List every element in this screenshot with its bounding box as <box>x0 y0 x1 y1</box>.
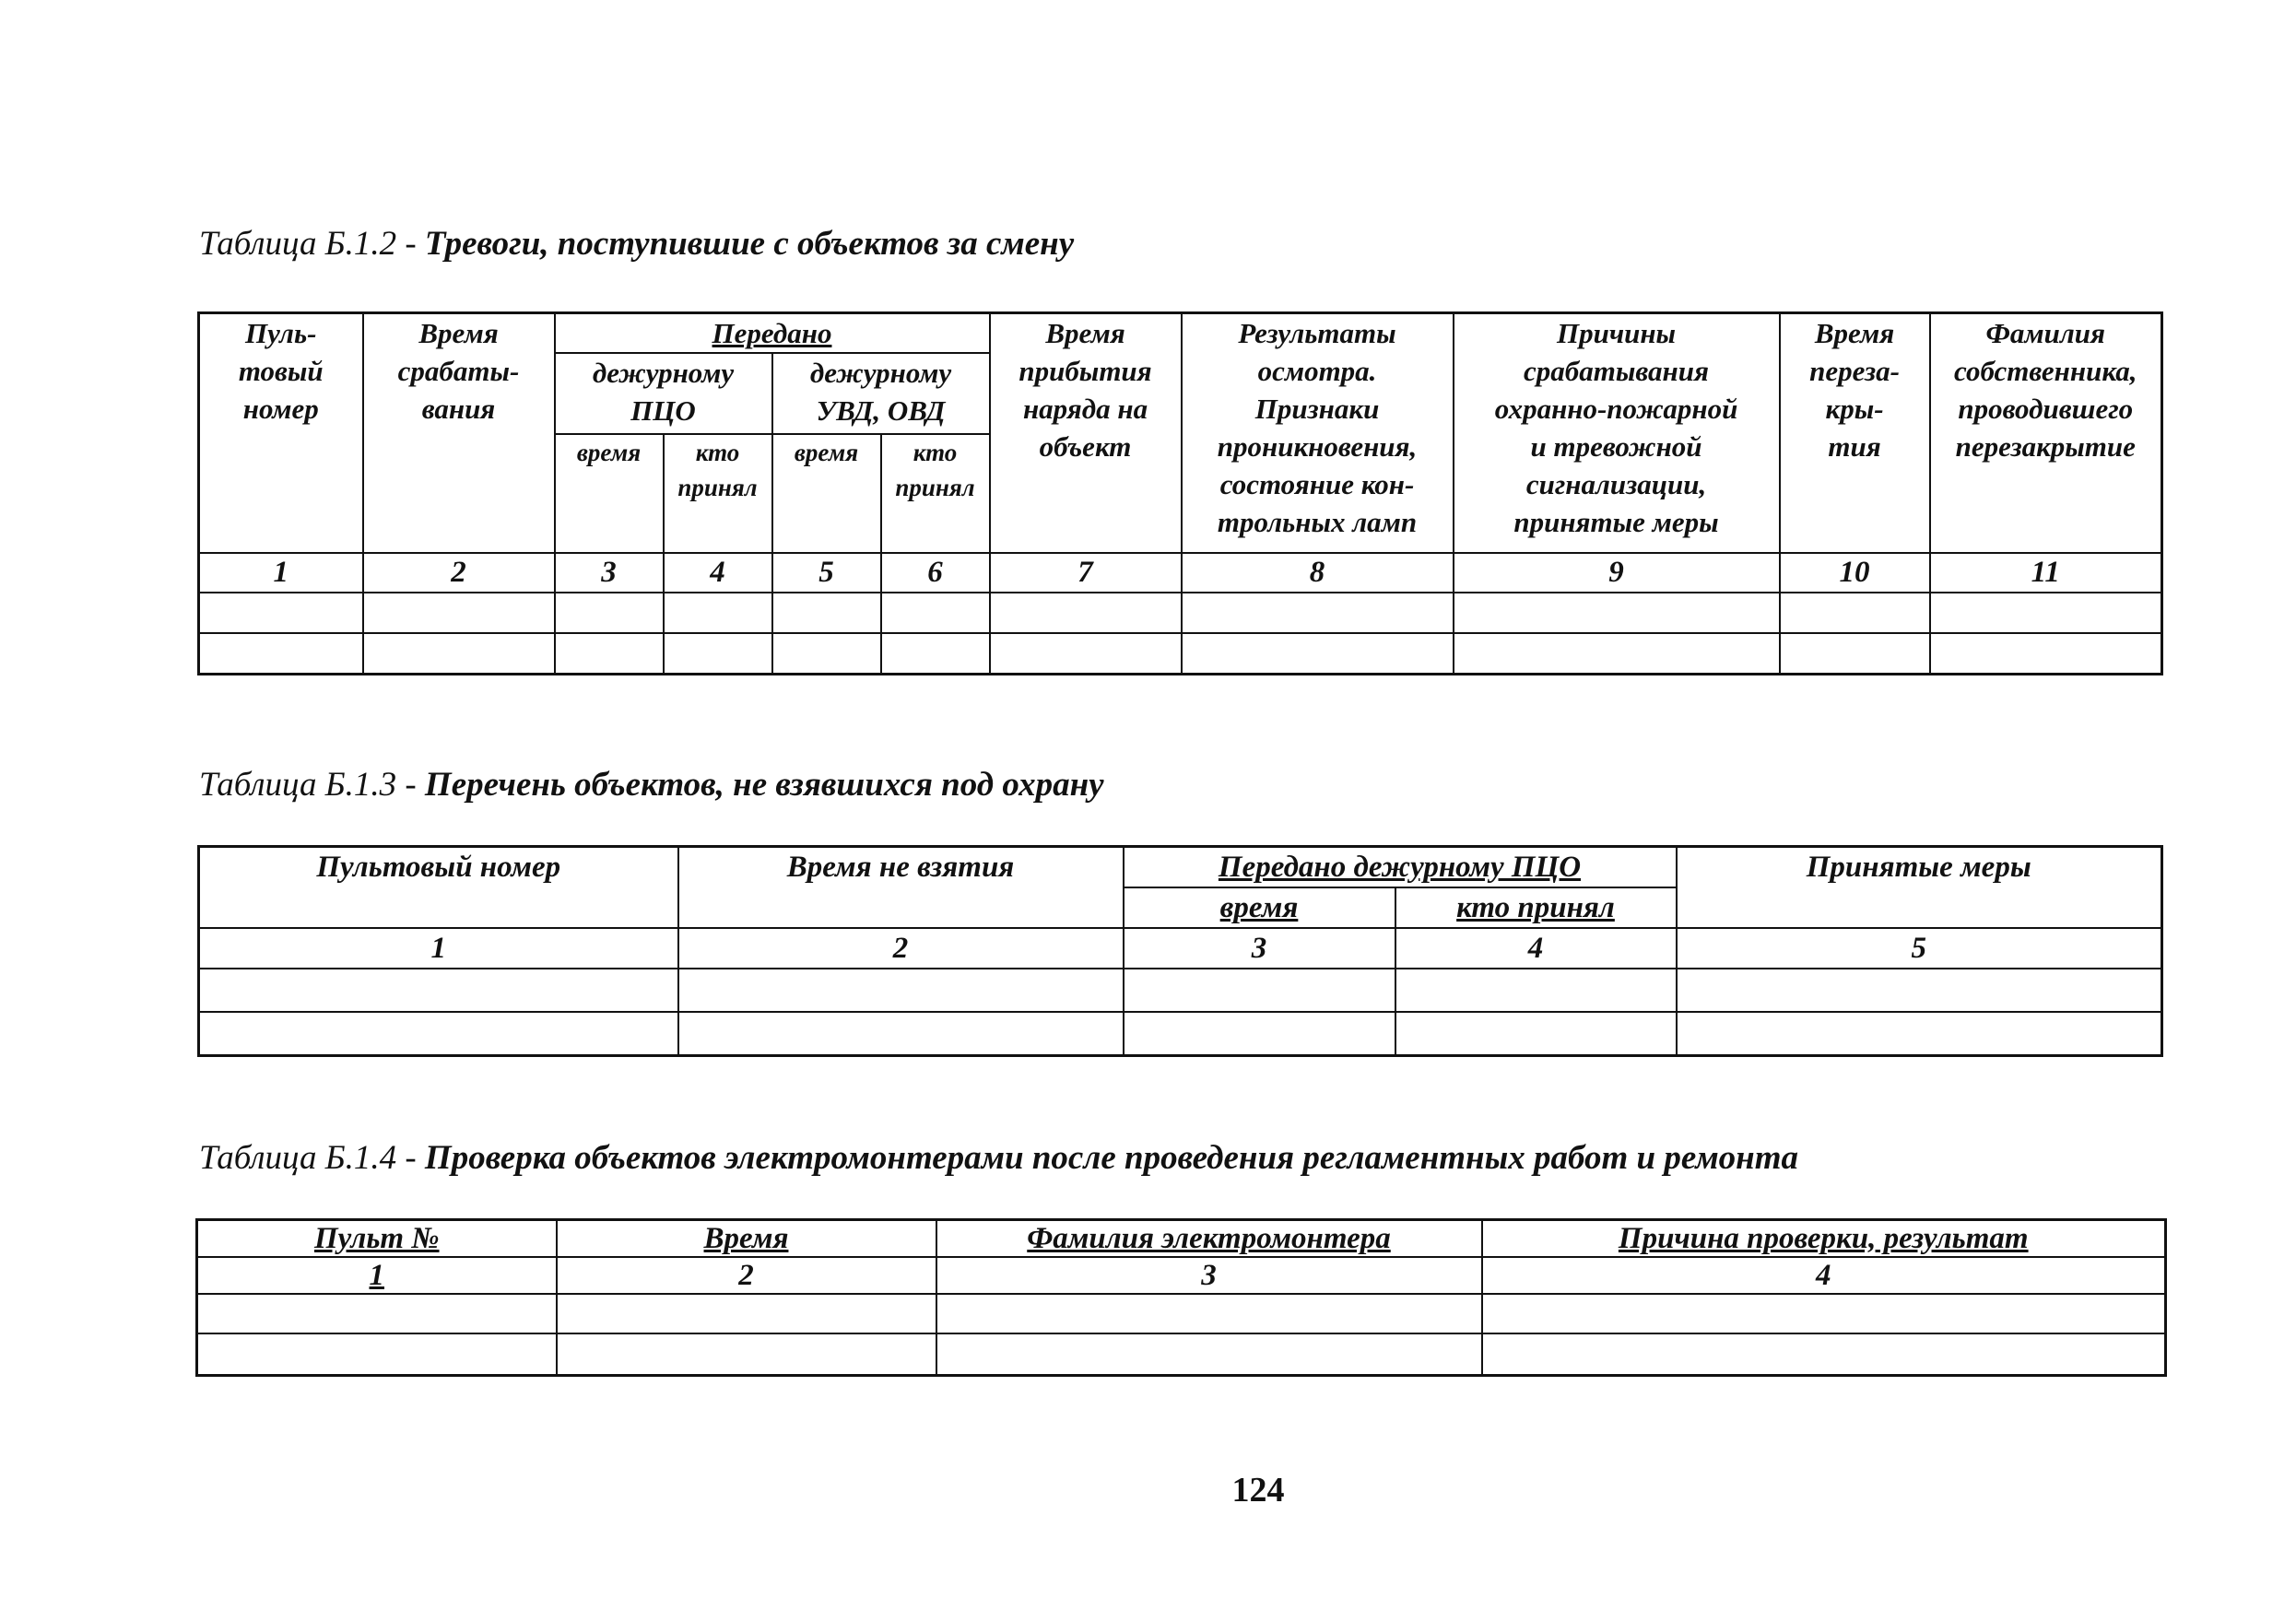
b13-header-who: кто принял <box>1395 887 1677 928</box>
table-row <box>199 1012 2162 1055</box>
b12-header-remote-number: Пуль- товый номер <box>199 313 363 554</box>
b12-col-number: 1 <box>199 553 363 593</box>
b14-col-number: 3 <box>936 1257 1482 1294</box>
b13-header-transferred: Передано дежурному ПЦО <box>1124 847 1677 888</box>
b13-col-number: 3 <box>1124 928 1395 969</box>
b14-col-number: 1 <box>197 1257 557 1294</box>
table-cell[interactable] <box>881 593 990 633</box>
table-cell[interactable] <box>1930 633 2162 674</box>
b13-col-number: 4 <box>1395 928 1677 969</box>
b12-header-trigger-causes: Причины срабатывания охранно-пожарной и тревожной сигнализации, принятые меры <box>1454 313 1780 554</box>
table-cell[interactable] <box>1930 593 2162 633</box>
table-row <box>199 593 2162 633</box>
b12-header-who-a: кто принял <box>664 434 772 553</box>
table-b13-caption-title: Перечень объектов, не взявшихся под охрану <box>424 766 1104 804</box>
table-cell[interactable] <box>557 1333 936 1375</box>
table-cell[interactable] <box>363 593 555 633</box>
b12-col-number: 7 <box>990 553 1182 593</box>
b12-col-number: 3 <box>555 553 664 593</box>
table-b14-caption-title: Проверка объектов электромонтерами после проведения регламентных работ и ремонта <box>424 1139 1799 1177</box>
table-b14 <box>195 1218 2167 1377</box>
table-cell[interactable] <box>1395 969 1677 1012</box>
table-cell[interactable] <box>664 633 772 674</box>
table-cell[interactable] <box>1454 593 1780 633</box>
b12-col-number: 4 <box>664 553 772 593</box>
b13-col-number: 1 <box>199 928 678 969</box>
table-cell[interactable] <box>881 633 990 674</box>
table-b13-caption <box>199 765 1104 805</box>
b12-col-number: 11 <box>1930 553 2162 593</box>
b12-header-transferred: Передано <box>555 313 990 354</box>
table-cell[interactable] <box>197 1333 557 1375</box>
table-cell[interactable] <box>678 969 1124 1012</box>
table-cell[interactable] <box>1677 969 2162 1012</box>
b12-header-duty-uvd: дежурному УВД, ОВД <box>772 353 990 434</box>
table-cell[interactable] <box>1780 593 1930 633</box>
table-row <box>197 1333 2166 1375</box>
b14-header-check-reason: Причина проверки, результат <box>1482 1220 2166 1258</box>
b14-header-time: Время <box>557 1220 936 1258</box>
table-cell[interactable] <box>555 593 664 633</box>
b13-col-number: 2 <box>678 928 1124 969</box>
table-row <box>199 969 2162 1012</box>
b12-header-duty-pco: дежурному ПЦО <box>555 353 772 434</box>
table-cell[interactable] <box>199 1012 678 1055</box>
b12-header-time-a: время <box>555 434 664 553</box>
table-cell[interactable] <box>1482 1333 2166 1375</box>
b14-header-electrician-name: Фамилия электромонтера <box>936 1220 1482 1258</box>
b12-header-time-b: время <box>772 434 881 553</box>
b12-header-inspection-results: Результаты осмотра. Признаки проникновения, состояние кон- трольных ламп <box>1182 313 1454 554</box>
b12-col-number: 6 <box>881 553 990 593</box>
table-cell[interactable] <box>555 633 664 674</box>
b12-col-number: 9 <box>1454 553 1780 593</box>
table-cell[interactable] <box>557 1294 936 1333</box>
b14-col-number: 2 <box>557 1257 936 1294</box>
table-cell[interactable] <box>1182 633 1454 674</box>
b14-header-remote-number: Пульт № <box>197 1220 557 1258</box>
b12-header-arrival-time: Время прибытия наряда на объект <box>990 313 1182 554</box>
b13-header-not-armed-time: Время не взятия <box>678 847 1124 929</box>
b12-header-trigger-time: Время срабаты- вания <box>363 313 555 554</box>
page-number: 124 <box>1231 1471 1285 1509</box>
b13-col-number: 5 <box>1677 928 2162 969</box>
table-cell[interactable] <box>1182 593 1454 633</box>
b12-header-relock-time: Время переза- кры- тия <box>1780 313 1930 554</box>
b12-col-number: 8 <box>1182 553 1454 593</box>
b14-col-number: 4 <box>1482 1257 2166 1294</box>
table-cell[interactable] <box>1395 1012 1677 1055</box>
table-cell[interactable] <box>990 633 1182 674</box>
table-cell[interactable] <box>1780 633 1930 674</box>
table-b13 <box>197 845 2163 1057</box>
table-b12-caption-prefix: Таблица Б.1.2 - <box>199 225 425 263</box>
table-cell[interactable] <box>1454 633 1780 674</box>
table-cell[interactable] <box>199 969 678 1012</box>
table-cell[interactable] <box>936 1333 1482 1375</box>
table-row <box>199 633 2162 674</box>
b13-header-remote-number: Пультовый номер <box>199 847 678 929</box>
b12-col-number: 5 <box>772 553 881 593</box>
b12-col-number: 2 <box>363 553 555 593</box>
table-row <box>197 1294 2166 1333</box>
table-cell[interactable] <box>664 593 772 633</box>
table-cell[interactable] <box>772 633 881 674</box>
table-b12-caption <box>199 224 1074 264</box>
table-cell[interactable] <box>1124 969 1395 1012</box>
table-cell[interactable] <box>1677 1012 2162 1055</box>
table-cell[interactable] <box>772 593 881 633</box>
table-b12-caption-title: Тревоги, поступившие с объектов за смену <box>424 225 1075 263</box>
table-b14-caption <box>199 1138 1798 1178</box>
table-b12 <box>197 311 2163 675</box>
table-cell[interactable] <box>678 1012 1124 1055</box>
b12-header-owner-name: Фамилия собственника, проводившего перезакрытие <box>1930 313 2162 554</box>
b13-header-time: время <box>1124 887 1395 928</box>
table-cell[interactable] <box>936 1294 1482 1333</box>
table-b14-caption-prefix: Таблица Б.1.4 - <box>199 1139 425 1177</box>
table-cell[interactable] <box>199 633 363 674</box>
table-b13-caption-prefix: Таблица Б.1.3 - <box>199 766 425 804</box>
table-cell[interactable] <box>363 633 555 674</box>
table-cell[interactable] <box>197 1294 557 1333</box>
table-cell[interactable] <box>199 593 363 633</box>
b12-col-number: 10 <box>1780 553 1930 593</box>
b12-header-who-b: кто принял <box>881 434 990 553</box>
table-cell[interactable] <box>990 593 1182 633</box>
table-cell[interactable] <box>1124 1012 1395 1055</box>
table-cell[interactable] <box>1482 1294 2166 1333</box>
b13-header-measures: Принятые меры <box>1677 847 2162 929</box>
